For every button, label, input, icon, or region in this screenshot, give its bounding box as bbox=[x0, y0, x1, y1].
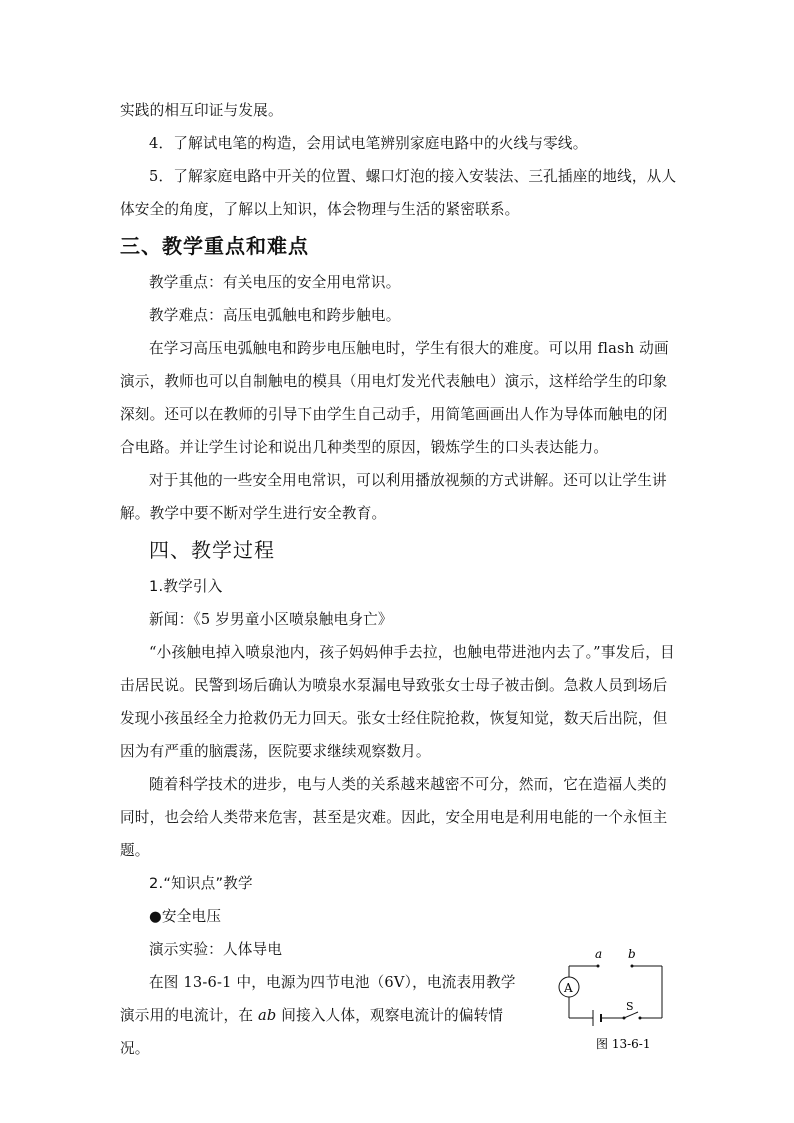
circuit-diagram bbox=[552, 944, 672, 1054]
subheading-knowledge: 2.“知识点”教学 bbox=[149, 875, 253, 892]
experiment-title: 演示实验：人体导电 bbox=[149, 941, 283, 958]
news-quote: “小孩触电掉入喷泉池内，孩子妈妈伸手去拉，也触电带进池内去了。”事发后，目击居民说。民警到场后确认为喷泉水泵漏电导致张女士母子被击倒。急救人员到场后发现小孩虽经全力抢救仍无力回天。张女士经住院抢救，恢复知觉，数天后出院，但因为有严重的脑震荡，医院要求继续观察数月。 bbox=[120, 644, 675, 760]
subheading-intro: 1.教学引入 bbox=[149, 578, 223, 595]
ammeter-label: A bbox=[564, 981, 573, 995]
figure-caption: 图 13-6-1 bbox=[596, 1037, 651, 1051]
section-heading-3: 三、教学重点和难点 bbox=[120, 234, 309, 258]
paragraph: 实践的相互印证与发展。 bbox=[120, 102, 283, 119]
key-point: 教学重点：有关电压的安全用电常识。 bbox=[149, 274, 401, 291]
news-title: 新闻：《5 岁男童小区喷泉触电身亡》 bbox=[149, 611, 393, 628]
paragraph: 随着科学技术的进步，电与人类的关系越来越密不可分，然而，它在造福人类的同时，也会给人类带来危害，甚至是灾难。因此，安全用电是利用电能的一个永恒主题。 bbox=[120, 776, 668, 859]
label-b: b bbox=[628, 947, 636, 961]
switch-label: S bbox=[626, 1000, 634, 1013]
objective-4: 4．了解试电笔的构造，会用试电笔辨别家庭电路中的火线与零线。 bbox=[149, 135, 588, 152]
bullet-safe-voltage: ●安全电压 bbox=[149, 908, 222, 925]
circuit-figure bbox=[552, 944, 672, 1054]
section-heading-4: 四、教学过程 bbox=[149, 538, 275, 562]
document-page bbox=[120, 94, 680, 1065]
objective-5: 5．了解家庭电路中开关的位置、螺口灯泡的接入安装法、三孔插座的地线，从人体安全的角度，了解以上知识，体会物理与生活的紧密联系。 bbox=[120, 168, 677, 218]
difficult-point: 教学难点：高压电弧触电和跨步触电。 bbox=[149, 307, 401, 324]
paragraph: 对于其他的一些安全用电常识，可以利用播放视频的方式讲解。还可以让学生讲解。教学中要不断对学生进行安全教育。 bbox=[120, 472, 667, 522]
ab-label: ab bbox=[258, 1007, 277, 1024]
label-a: a bbox=[595, 947, 603, 961]
experiment-description: 在图 13-6-1 中，电源为四节电池（6V），电流表用教学演示用的电流计，在 ab 间接入人体，观察电流计的偏转情况。 bbox=[120, 974, 516, 1057]
paragraph: 在学习高压电弧触电和跨步电压触电时，学生有很大的难度。可以用 flash 动画演示，教师也可以自制触电的模具（用电灯发光代表触电）演示，这样给学生的印象深刻。还可以在教师的引导下由学生自己动手，用简笔画画出人作为导体而触电的闭合电路。并让学生讨论和说出几种类型的原因，锻炼学生的口头表达能力。 bbox=[120, 340, 669, 456]
